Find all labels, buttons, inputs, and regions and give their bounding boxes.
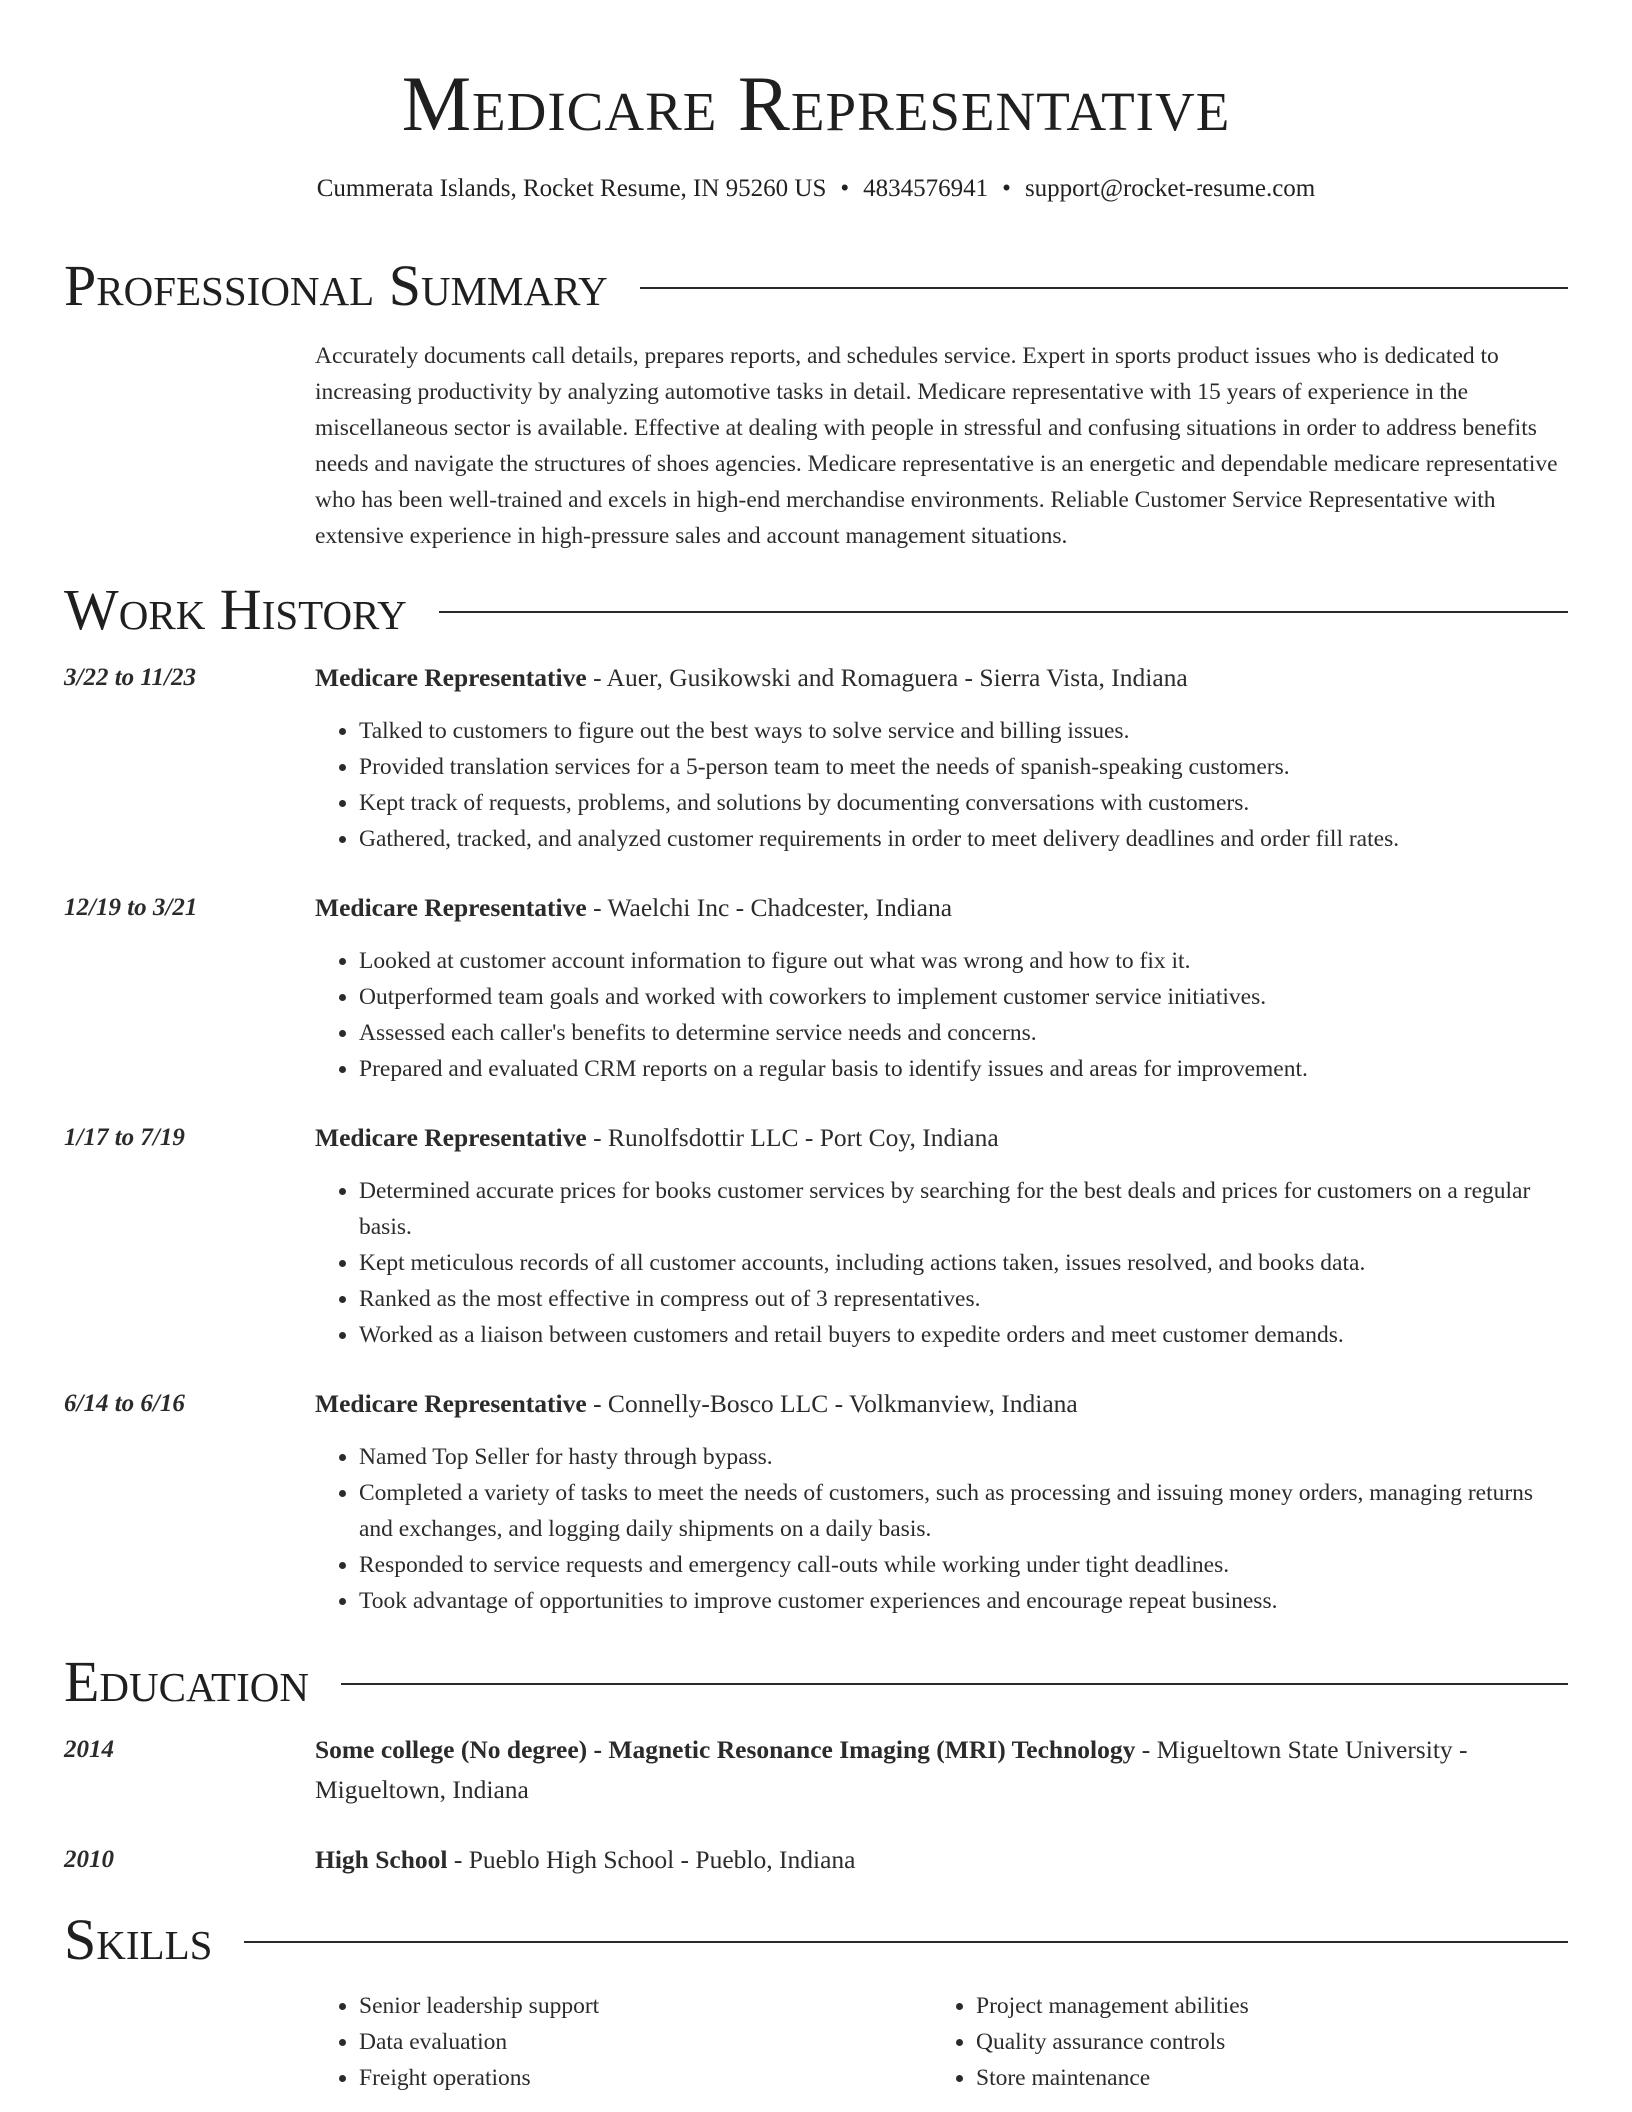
education-entry <box>315 1730 1568 1810</box>
job-bullet: • Kept meticulous records of all customer accounts, including actions taken, issues resolved, and books data. <box>359 1245 1568 1281</box>
skill-item: • Project management abilities <box>976 1988 1568 2024</box>
skill-item: • Senior leadership support <box>359 1988 915 2024</box>
job-bullet: • Worked as a liaison between customers and retail buyers to expedite orders and meet customer demands. <box>359 1317 1568 1353</box>
education-year: 2014 <box>64 1736 114 1763</box>
job-bullet: • Named Top Seller for hasty through bypass. <box>359 1439 1568 1475</box>
skills-section-header <box>64 1904 1568 1976</box>
job-bullet: • Outperformed team goals and worked with coworkers to implement customer service initiatives. <box>359 979 1568 1015</box>
section-title-skills: Skills <box>64 1907 213 1972</box>
contact-separator: • <box>1002 175 1011 202</box>
section-divider <box>341 1683 1568 1685</box>
job-title <box>315 1384 1568 1424</box>
job-title <box>315 888 1568 928</box>
section-title-summary: Professional Summary <box>64 253 608 318</box>
job-bullet: • Assessed each caller's benefits to determine service needs and concerns. <box>359 1015 1568 1051</box>
job-bullets <box>315 1439 1568 1619</box>
job-employer: - Connelly-Bosco LLC - Volkmanview, Indiana <box>586 1389 1078 1418</box>
job-bullet: • Completed a variety of tasks to meet the needs of customers, such as processing and issuing money orders, managing returns and exchanges, and logging daily shipments on a daily basis. <box>359 1475 1568 1547</box>
contact-email: support@rocket-resume.com <box>1024 175 1316 202</box>
contact-line <box>0 172 1632 206</box>
summary-section-header <box>64 250 1568 322</box>
section-divider <box>244 1941 1568 1943</box>
skills-list-right <box>932 1988 1568 2096</box>
education-degree: Some college (No degree) - Magnetic Resonance Imaging (MRI) Technology <box>315 1735 1136 1764</box>
skill-item: • Quality assurance controls <box>976 2024 1568 2060</box>
skills-list-left <box>315 1988 915 2096</box>
section-title-work: Work History <box>64 577 407 642</box>
job-bullets <box>315 943 1568 1087</box>
skill-item: • Freight operations <box>359 2060 915 2096</box>
summary-text: Accurately documents call details, prepares reports, and schedules service. Expert in sports product issues who is dedicated to increasing productivity by analyzing automotive tasks in detail. Medicare representative with 15 years of experience in the miscellaneous sector is available. Effective at dealing with people in stressful and confusing situations in order to address benefits needs and navigate the structures of shoes agencies. Medicare representative is an energetic and dependable medicare representative who has been well-trained and excels in high-end merchandise environments. Reliable Customer Service Representative with extensive experience in high-pressure sales and account management situations. <box>315 343 1558 549</box>
skill-item: • Store maintenance <box>976 2060 1568 2096</box>
job-dates: 1/17 to 7/19 <box>64 1124 185 1151</box>
section-divider <box>439 611 1568 613</box>
job-bullet: • Talked to customers to figure out the best ways to solve service and billing issues. <box>359 713 1568 749</box>
education-section-header <box>64 1646 1568 1718</box>
candidate-name: Medicare Representative <box>401 60 1231 147</box>
job-role: Medicare Representative <box>315 893 587 922</box>
job-bullet: • Determined accurate prices for books customer services by searching for the best deals and prices for customers on a regular basis. <box>359 1173 1568 1245</box>
job-role: Medicare Representative <box>315 1123 587 1152</box>
job-bullet: • Looked at customer account information to figure out what was wrong and how to fix it. <box>359 943 1568 979</box>
job-bullet: • Prepared and evaluated CRM reports on a regular basis to identify issues and areas for improvement. <box>359 1051 1568 1087</box>
job-bullet: • Responded to service requests and emergency call-outs while working under tight deadlines. <box>359 1547 1568 1583</box>
contact-address: Cummerata Islands, Rocket Resume, IN 95260 US <box>316 175 827 202</box>
work-section-header <box>64 574 1568 646</box>
contact-separator: • <box>840 175 850 202</box>
education-entry <box>315 1840 1568 1880</box>
job-role: Medicare Representative <box>315 663 587 692</box>
education-school: - Migueltown State University - Migueltown, Indiana <box>315 1735 1468 1804</box>
job-bullets <box>315 1173 1568 1353</box>
job-bullet: • Kept track of requests, problems, and solutions by documenting conversations with customers. <box>359 785 1568 821</box>
job-bullet: • Took advantage of opportunities to improve customer experiences and encourage repeat business. <box>359 1583 1568 1619</box>
section-divider <box>640 287 1568 289</box>
job-role: Medicare Representative <box>315 1389 587 1418</box>
job-employer: - Waelchi Inc - Chadcester, Indiana <box>586 893 953 922</box>
job-title <box>315 658 1568 698</box>
job-dates: 12/19 to 3/21 <box>64 894 198 921</box>
job-bullets <box>315 713 1568 857</box>
skill-item: • Data evaluation <box>359 2024 915 2060</box>
education-school: - Pueblo High School - Pueblo, Indiana <box>447 1845 856 1874</box>
job-dates: 3/22 to 11/23 <box>64 664 196 691</box>
section-title-education: Education <box>64 1649 309 1714</box>
job-bullet: • Gathered, tracked, and analyzed customer requirements in order to meet delivery deadlines and order fill rates. <box>359 821 1568 857</box>
job-dates: 6/14 to 6/16 <box>64 1390 185 1417</box>
job-bullet: • Provided translation services for a 5-person team to meet the needs of spanish-speaking customers. <box>359 749 1568 785</box>
education-year: 2010 <box>64 1846 114 1873</box>
job-bullet: • Ranked as the most effective in compress out of 3 representatives. <box>359 1281 1568 1317</box>
job-title <box>315 1118 1568 1158</box>
contact-phone: 4834576941 <box>863 175 989 202</box>
education-degree: High School <box>315 1845 448 1874</box>
job-employer: - Runolfsdottir LLC - Port Coy, Indiana <box>586 1123 999 1152</box>
job-employer: - Auer, Gusikowski and Romaguera - Sierra Vista, Indiana <box>586 663 1188 692</box>
